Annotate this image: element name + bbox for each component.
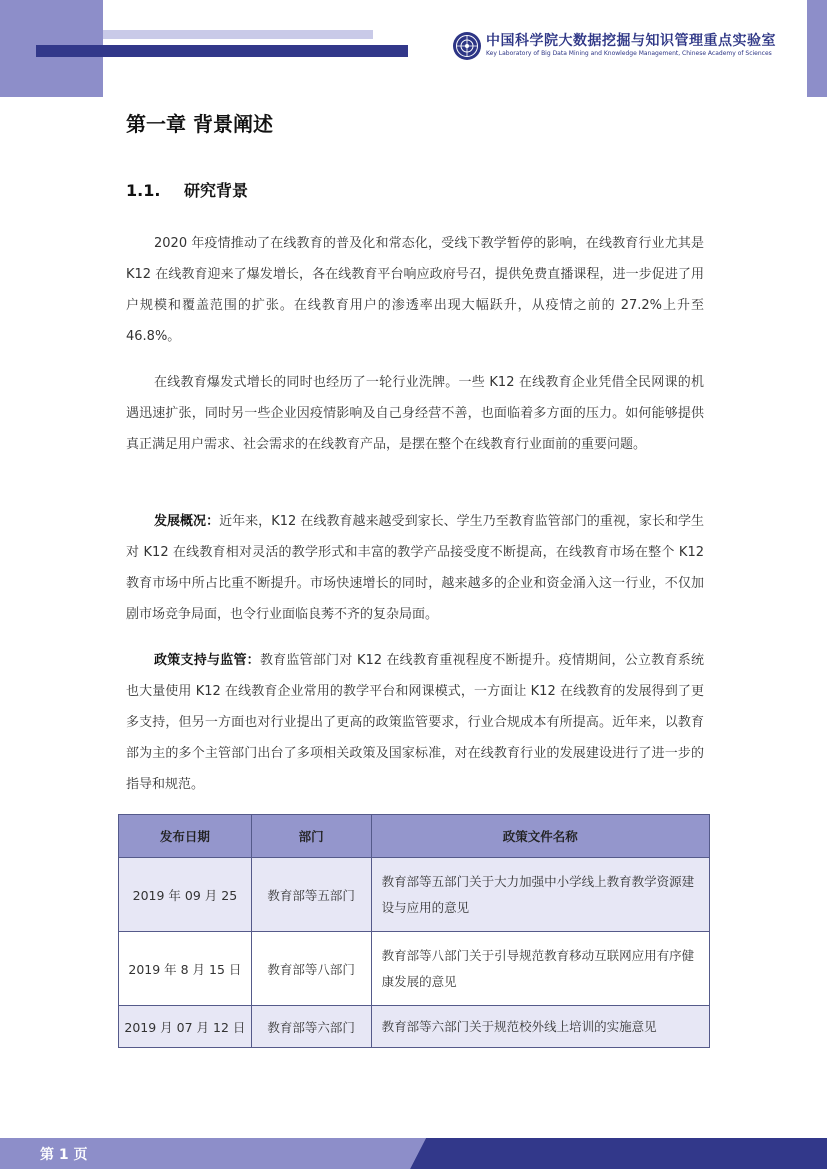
cell-doc: 教育部等六部门关于规范校外线上培训的实施意见 — [371, 1006, 709, 1048]
section-number: 1.1. — [126, 181, 161, 200]
header-bar-light — [103, 30, 373, 39]
cell-dept: 教育部等六部门 — [251, 1006, 371, 1048]
header-corner-block-right — [807, 0, 827, 97]
paragraph-3-text: 近年来，K12 在线教育越来越受到家长、学生乃至教育监管部门的重视，家长和学生对 K12 在线教育相对灵活的教学形式和丰富的教学产品接受度不断提高，在线教育市场在整个 K12 教育市场中所占比重不断提升。市场快速增长的同时，越来越多的企业和资金涌入这一行业，不仅加剧市场竞争局面，也令行业面临良莠不齐的复杂局面。 — [126, 514, 704, 622]
section-title — [126, 178, 248, 201]
table-row — [119, 1006, 710, 1048]
chapter-title: 第一章 背景阐述 — [126, 112, 273, 136]
paragraph-3-label: 发展概况： — [154, 514, 220, 529]
header-date: 发布日期 — [119, 815, 252, 858]
table-header-row — [119, 815, 710, 858]
footer-band-dark — [410, 1138, 827, 1169]
paragraph-4-text: 教育监管部门对 K12 在线教育重视程度不断提升。疫情期间，公立教育系统也大量使用 K12 在线教育企业常用的教学平台和网课模式，一方面让 K12 在线教育的发展得到了更多支持，但另一方面也对行业提出了更高的政策监管要求，行业合规成本有所提高。近年来，以教育部为主的多个主管部门出台了多项相关政策及国家标准，对在线教育行业的发展建设进行了进一步的指导和规范。 — [126, 653, 704, 792]
paragraph-2: 在线教育爆发式增长的同时也经历了一轮行业洗牌。一些 K12 在线教育企业凭借全民网课的机遇迅速扩张，同时另一些企业因疫情影响及自己身经营不善，也面临着多方面的压力。如何能够提供真正满足用户需求、社会需求的在线教育产品，是摆在整个在线教育行业面前的重要问题。 — [126, 375, 704, 452]
cell-doc: 教育部等八部门关于引导规范教育移动互联网应用有序健康发展的意见 — [371, 932, 709, 1006]
cell-dept: 教育部等八部门 — [251, 932, 371, 1006]
section-title-text: 研究背景 — [184, 181, 249, 200]
page-number: 第 1 页 — [40, 1147, 88, 1163]
header-bar-dark — [36, 45, 408, 57]
paragraph-1: 2020 年疫情推动了在线教育的普及化和常态化，受线下教学暂停的影响，在线教育行业尤其是 K12 在线教育迎来了爆发增长，各在线教育平台响应政府号召，提供免费直播课程，进一步促进了用户规模和覆盖范围的扩张。在线教育用户的渗透率出现大幅跃升，从疫情之前的 27.2%上升至 46.8%。 — [126, 236, 704, 344]
paragraph-4 — [126, 645, 704, 800]
footer-band — [0, 1138, 827, 1169]
org-name-cn: 中国科学院大数据挖掘与知识管理重点实验室 — [486, 33, 776, 49]
paragraph-3 — [126, 506, 704, 630]
paragraph-4-label: 政策支持与监管： — [154, 653, 260, 668]
cas-emblem-icon — [452, 31, 482, 61]
table-row — [119, 858, 710, 932]
cell-date: 2019 月 07 月 12 日 — [119, 1006, 252, 1048]
cell-date: 2019 年 09 月 25 — [119, 858, 252, 932]
org-name-en: Key Laboratory of Big Data Mining and Knowledge Management, Chinese Academy of Sciences — [486, 50, 772, 57]
table-row — [119, 932, 710, 1006]
cell-doc: 教育部等五部门关于大力加强中小学线上教育教学资源建设与应用的意见 — [371, 858, 709, 932]
policy-table — [118, 814, 710, 1048]
header-doc: 政策文件名称 — [371, 815, 709, 858]
cell-dept: 教育部等五部门 — [251, 858, 371, 932]
header-dept: 部门 — [251, 815, 371, 858]
cell-date: 2019 年 8 月 15 日 — [119, 932, 252, 1006]
